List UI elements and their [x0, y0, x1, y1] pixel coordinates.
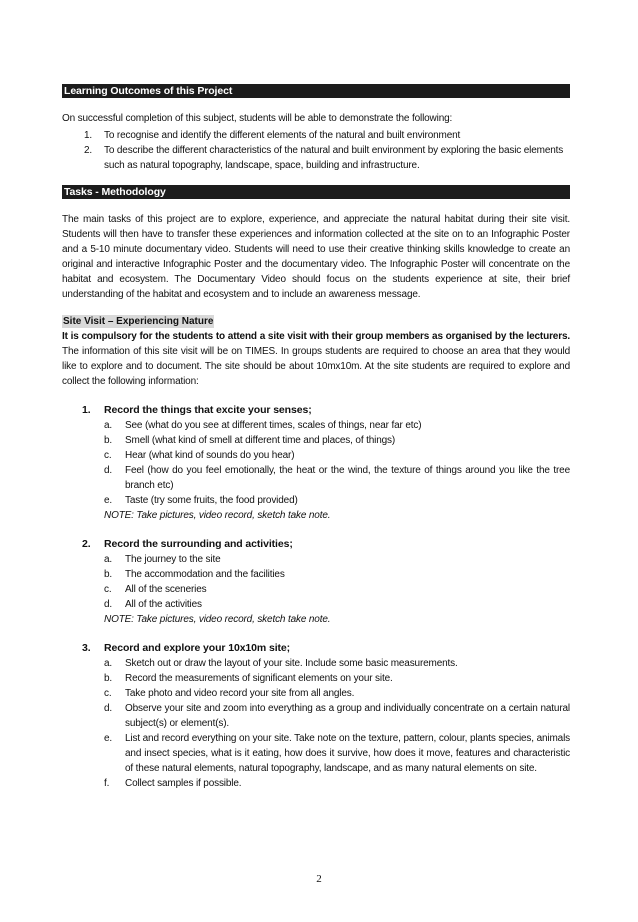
list-item: [62, 448, 570, 463]
list-item: [62, 701, 570, 731]
list-text: Record the measurements of significant elements on your site.: [125, 673, 393, 684]
step-title-text: Record the surrounding and activities;: [104, 538, 293, 550]
list-letter: e.: [104, 733, 113, 744]
step-number: 1.: [82, 404, 91, 416]
list-letter: b.: [104, 569, 113, 580]
step-number: 2.: [82, 538, 91, 550]
list-letter: a.: [104, 554, 113, 565]
list-letter: e.: [104, 495, 113, 506]
tasks-body: The main tasks of this project are to explore, experience, and appreciate the natural habitat during their site visit. Students will then have to transfer these experiences and information collected at the site on to an Infographic Poster and a 5-10 minute documentary video. Students will need to use their creative thinking skills knowledge to create an original and interactive Infographic Poster and the documentary video. The Infographic Poster will concentrate on the habitat and ecosystem. The Documentary Video should focus on the students experience at site, their brief understanding of the habitat and ecosystem and to include an awareness message.: [62, 214, 570, 300]
step-items: [62, 418, 570, 508]
list-text: The accommodation and the facilities: [125, 569, 285, 580]
list-item: [62, 671, 570, 686]
page-number: 2: [316, 873, 322, 885]
outcomes-list: [62, 128, 570, 173]
step-2: [62, 537, 570, 627]
step-title-text: Record the things that excite your senses;: [104, 404, 312, 416]
list-text: Collect samples if possible.: [125, 778, 242, 789]
list-letter: c.: [104, 450, 112, 461]
list-letter: d.: [104, 599, 113, 610]
list-item: [62, 582, 570, 597]
list-item: [62, 552, 570, 567]
list-text: Hear (what kind of sounds do you hear): [125, 450, 295, 461]
list-item: [62, 567, 570, 582]
step-items: [62, 552, 570, 612]
list-text: Taste (try some fruits, the food provided): [125, 495, 298, 506]
list-text: Observe your site and zoom into everything as a group and individually concentrate on a certain natural subject(s) or element(s).: [125, 703, 570, 729]
list-item: [62, 418, 570, 433]
outcomes-heading: Learning Outcomes of this Project: [62, 84, 570, 98]
list-item: [62, 597, 570, 612]
list-text: To recognise and identify the different elements of the natural and built environment: [104, 130, 461, 141]
list-letter: c.: [104, 584, 112, 595]
list-text: To describe the different characteristics of the natural and built environment by exploring the basic elements such as natural topography, landscape, space, building and infrastructure.: [104, 145, 564, 171]
step-3: [62, 641, 570, 791]
list-item: [62, 433, 570, 448]
site-visit-bold-intro: It is compulsory for the students to attend a site visit with their group members as organised by the lecturers.: [62, 331, 570, 342]
list-item: [62, 686, 570, 701]
step-title: [62, 403, 570, 418]
list-text: Sketch out or draw the layout of your site. Include some basic measurements.: [125, 658, 458, 669]
step-note: NOTE: Take pictures, video record, sketch take note.: [104, 614, 331, 625]
list-text: All of the activities: [125, 599, 202, 610]
list-letter: f.: [104, 778, 110, 789]
list-letter: c.: [104, 688, 112, 699]
list-letter: b.: [104, 435, 113, 446]
list-item: [62, 776, 570, 791]
list-letter: d.: [104, 465, 113, 476]
list-letter: a.: [104, 420, 113, 431]
step-title: [62, 537, 570, 552]
list-text: Feel (how do you feel emotionally, the heat or the wind, the texture of things around you like the tree branch etc): [125, 465, 570, 491]
list-text: List and record everything on your site. Take note on the texture, pattern, colour, plants species, animals and insect species, what is it eating, how does it survive, how does it move, features and characteristic of these natural elements, natural topography, landscape, and as many natural elements on site.: [125, 733, 570, 774]
list-number: 1.: [84, 130, 93, 141]
list-text: See (what do you see at different times, scales of things, near far etc): [125, 420, 422, 431]
list-letter: b.: [104, 673, 113, 684]
step-1: [62, 403, 570, 523]
list-item: [62, 143, 570, 173]
step-title: [62, 641, 570, 656]
list-text: Take photo and video record your site from all angles.: [125, 688, 355, 699]
site-visit-text: The information of this site visit will be on TIMES. In groups students are required to choose an area that they would like to explore and to document. The site should be about 10mx10m. At the site students are required to explore and collect the following information:: [62, 346, 570, 387]
list-item: [62, 463, 570, 493]
step-note: NOTE: Take pictures, video record, sketch take note.: [104, 510, 331, 521]
document-page: [62, 84, 570, 791]
site-visit-heading: Site Visit – Experiencing Nature: [63, 316, 214, 327]
outcomes-intro: On successful completion of this subject, students will be able to demonstrate the following:: [62, 113, 453, 124]
step-title-text: Record and explore your 10x10m site;: [104, 642, 291, 654]
list-number: 2.: [84, 145, 93, 156]
list-item: [62, 493, 570, 508]
step-number: 3.: [82, 642, 91, 654]
list-text: Smell (what kind of smell at different time and places, of things): [125, 435, 396, 446]
step-items: [62, 656, 570, 791]
list-letter: d.: [104, 703, 113, 714]
list-letter: a.: [104, 658, 113, 669]
list-item: [62, 731, 570, 776]
list-text: The journey to the site: [125, 554, 221, 565]
list-item: [62, 128, 570, 143]
site-visit-body: [62, 329, 570, 389]
list-item: [62, 656, 570, 671]
site-visit-heading-row: [62, 311, 570, 329]
tasks-heading: Tasks - Methodology: [62, 185, 570, 199]
list-text: All of the sceneries: [125, 584, 207, 595]
